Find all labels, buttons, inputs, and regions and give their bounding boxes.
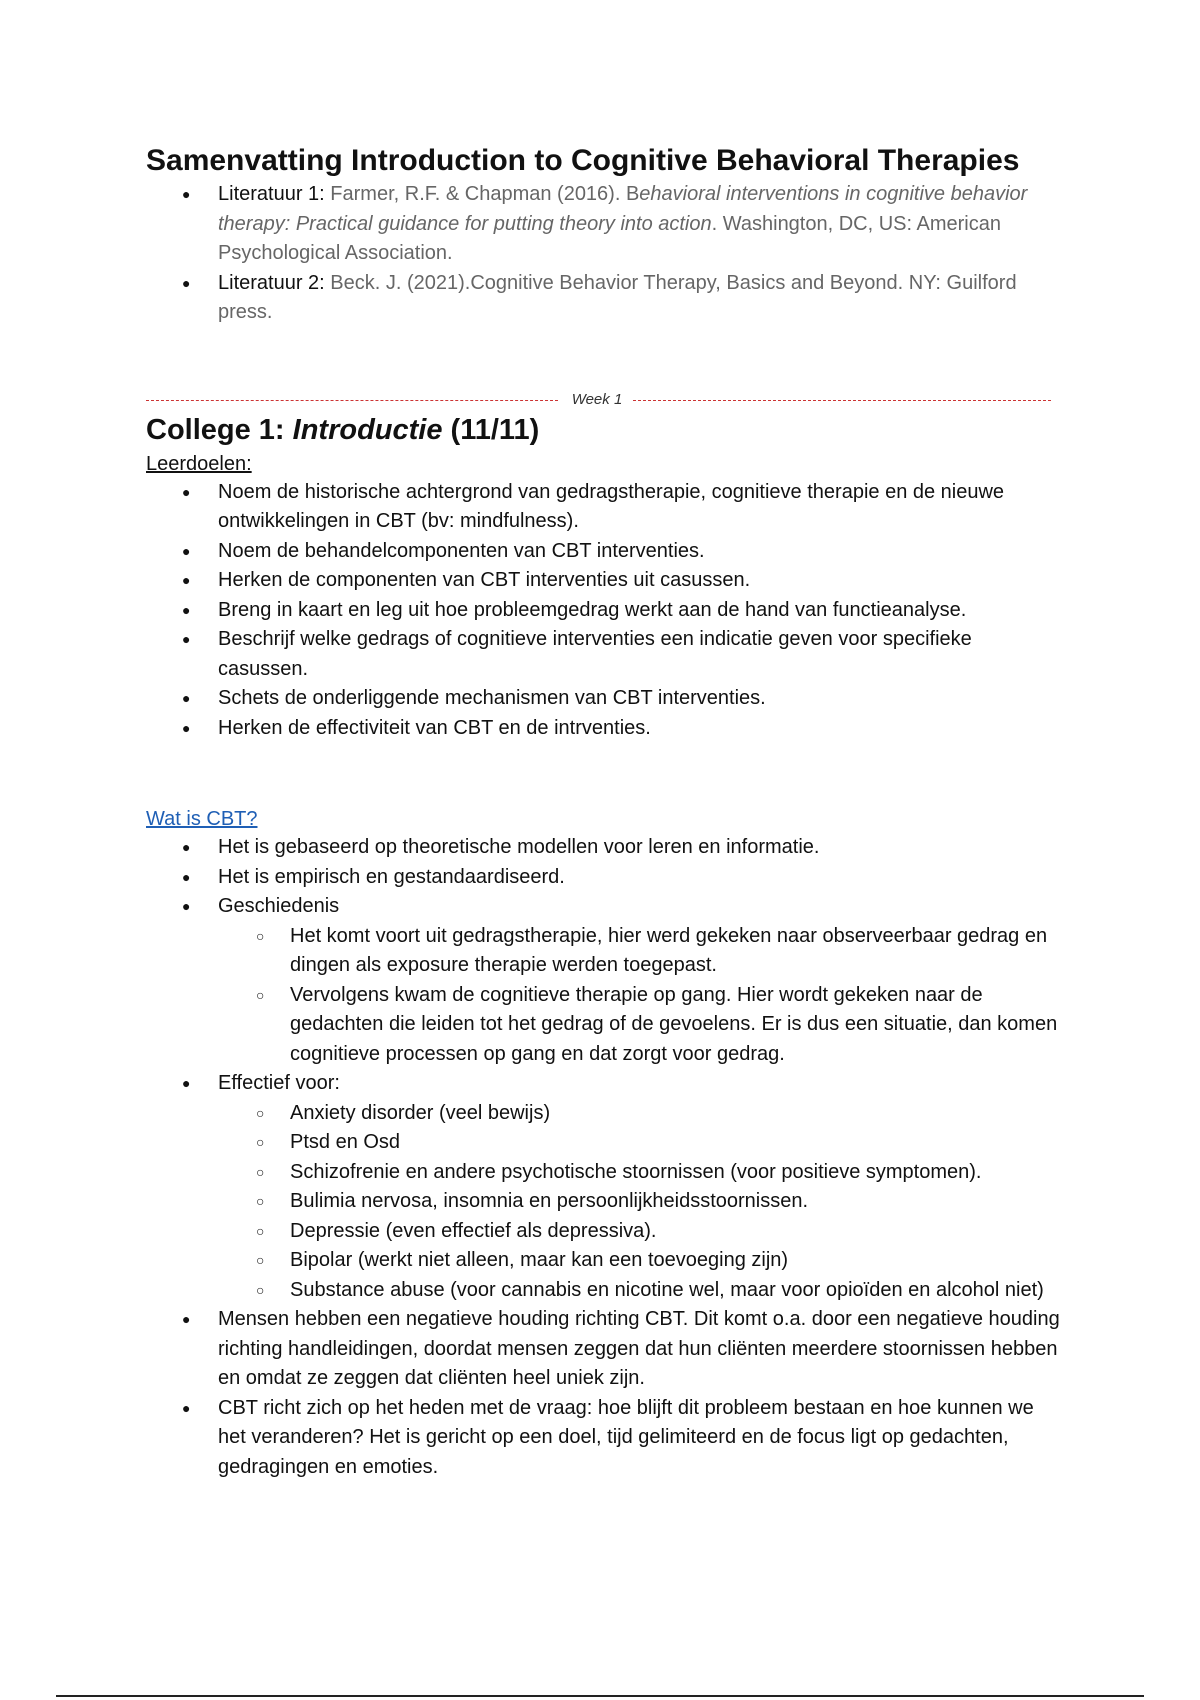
list-item: ● Beschrijf welke gedrags of cognitieve interventies een indicatie geven voor specifieke casussen. bbox=[146, 625, 1061, 684]
sub-list-item: ○ Het komt voort uit gedragstherapie, hier werd gekeken naar observeerbaar gedrag en dingen als exposure therapie werden toegepast. bbox=[218, 922, 1061, 981]
list-item-text: Geschiedenis bbox=[218, 895, 340, 917]
list-item: ● Herken de effectiviteit van CBT en de intrventies. bbox=[146, 714, 1061, 744]
reference-italic-title: ehavioral interventions in cognitive behavior therapy: Practical guidance for putting theory into action bbox=[218, 183, 1028, 235]
list-item: ● Herken de componenten van CBT interventies uit casussen. bbox=[146, 566, 1061, 596]
list-item bbox=[146, 1069, 1061, 1305]
reference-text: Beck. J. (2021).Cognitive Behavior Therapy, Basics and Beyond. NY: Guilford press. bbox=[218, 271, 1017, 323]
week-divider bbox=[146, 390, 1051, 410]
college-title-date: (11/11) bbox=[442, 413, 540, 446]
reference-text: . Washington, DC, US: American Psychological Association. bbox=[218, 212, 1001, 264]
list-item-text: Mensen hebben een negatieve houding richting CBT. Dit komt o.a. door een negatieve houding richting handleidingen, doordat mensen zeggen dat hun cliënten meerdere stoornissen hebben en omdat ze zeggen dat cliënten heel uniek zijn. bbox=[218, 1308, 1060, 1389]
sub-list-item: ○ Schizofrenie en andere psychotische stoornissen (voor positieve symptomen). bbox=[218, 1158, 1061, 1188]
reference-item bbox=[146, 269, 1061, 328]
list-item: ● Noem de behandelcomponenten van CBT interventies. bbox=[146, 537, 1061, 567]
week-label: Week 1 bbox=[571, 390, 623, 408]
learning-goals-list bbox=[146, 478, 1061, 744]
divider-line-right bbox=[633, 400, 1051, 401]
sub-list-item: ○ Bipolar (werkt niet alleen, maar kan een toevoeging zijn) bbox=[218, 1246, 1061, 1276]
list-item bbox=[146, 863, 1061, 893]
list-item bbox=[146, 1394, 1061, 1483]
reference-list bbox=[146, 180, 1061, 328]
sub-list-item: ○ Ptsd en Osd bbox=[218, 1128, 1061, 1158]
reference-item bbox=[146, 180, 1061, 269]
reference-label: Literatuur 2: bbox=[218, 271, 325, 294]
history-sublist bbox=[218, 922, 1061, 1070]
page-bottom-rule bbox=[56, 1695, 1144, 1697]
list-item: ● Noem de historische achtergrond van gedragstherapie, cognitieve therapie en de nieuwe ontwikkelingen in CBT (bv: mindfulness). bbox=[146, 478, 1061, 537]
sub-list-item: ○ Bulimia nervosa, insomnia en persoonlijkheidsstoornissen. bbox=[218, 1187, 1061, 1217]
sub-list-item: ○ Anxiety disorder (veel bewijs) bbox=[218, 1099, 1061, 1129]
sub-list-item: ○ Depressie (even effectief als depressiva). bbox=[218, 1217, 1061, 1247]
learning-goals-heading: Leerdoelen: bbox=[146, 452, 252, 475]
list-item-text: Effectief voor: bbox=[218, 1072, 340, 1094]
list-item: ● Schets de onderliggende mechanismen van CBT interventies. bbox=[146, 684, 1061, 714]
document-page bbox=[146, 142, 1061, 1482]
reference-text: Farmer, R.F. & Chapman (2016). B bbox=[324, 183, 640, 205]
college-title bbox=[146, 412, 1061, 448]
list-item-text: Het is empirisch en gestandaardiseerd. bbox=[218, 865, 565, 888]
list-item-text: Het is gebaseerd op theoretische modellen voor leren en informatie. bbox=[218, 836, 820, 858]
college-title-prefix: College 1: bbox=[146, 413, 293, 446]
sub-list-item: ○ Vervolgens kwam de cognitieve therapie op gang. Hier wordt gekeken naar de gedachten die leiden tot het gedrag of de gevoelens. Er is dus een situatie, dan komen cognitieve processen op gang en dat zorgt voor gedrag. bbox=[218, 981, 1061, 1070]
list-item: ● Breng in kaart en leg uit hoe probleemgedrag werkt aan de hand van functieanalyse. bbox=[146, 596, 1061, 626]
divider-line-left bbox=[146, 400, 558, 401]
list-item bbox=[146, 833, 1061, 863]
college-title-topic: Introductie bbox=[292, 413, 443, 446]
what-is-cbt-link[interactable]: Wat is CBT? bbox=[146, 808, 258, 830]
list-item bbox=[146, 892, 1061, 1069]
what-is-cbt-list bbox=[146, 833, 1061, 1482]
sub-list-item: ○ Substance abuse (voor cannabis en nicotine wel, maar voor opioïden en alcohol niet) bbox=[218, 1276, 1061, 1306]
reference-label: Literatuur 1: bbox=[218, 183, 325, 205]
effective-for-sublist bbox=[218, 1099, 1061, 1306]
list-item-text: CBT richt zich op het heden met de vraag: hoe blijft dit probleem bestaan en hoe kunnen we het veranderen? Het is gericht op een doel, tijd gelimiteerd en de focus ligt op gedachten, gedragingen en emoties. bbox=[218, 1396, 1034, 1478]
list-item bbox=[146, 1305, 1061, 1394]
document-title: Samenvatting Introduction to Cognitive Behavioral Therapies bbox=[146, 144, 1020, 177]
